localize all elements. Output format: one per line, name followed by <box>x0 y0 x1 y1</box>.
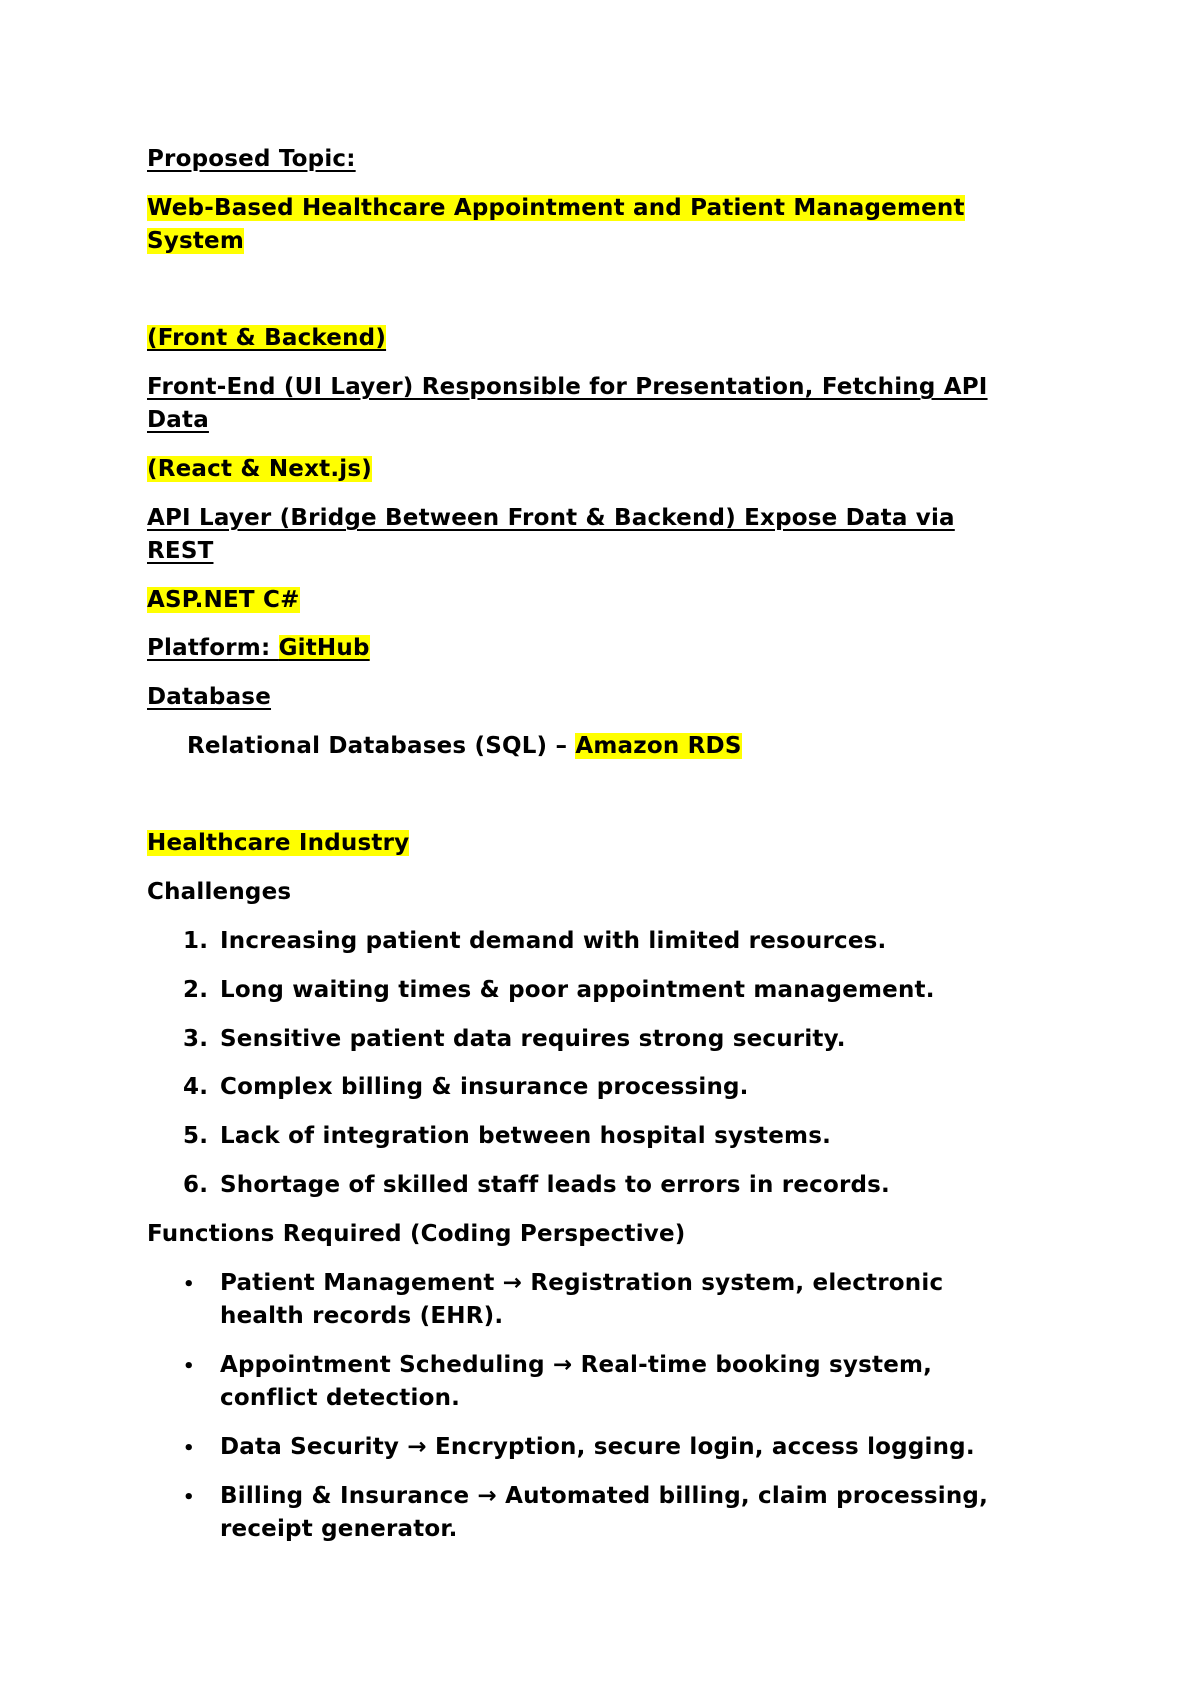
bullet-item-line-2: conflict detection. <box>220 1385 461 1411</box>
list-item-number: 2. <box>183 977 209 1003</box>
bullet-icon: • <box>183 1356 195 1377</box>
database-text: Relational Databases (SQL) – <box>187 733 576 759</box>
database-line <box>187 730 742 763</box>
topic-title-line-1 <box>147 192 965 225</box>
industry-heading <box>147 827 409 860</box>
bullet-icon: • <box>183 1274 195 1295</box>
list-item <box>0 974 1200 1007</box>
list-item-text: Sensitive patient data requires strong security. <box>220 1026 846 1052</box>
bullet-item-line-1: Patient Management → Registration system, electronic <box>220 1270 944 1296</box>
platform-line <box>147 632 370 665</box>
proposed-topic-label: Proposed Topic: <box>147 146 356 172</box>
list-item-text: Increasing patient demand with limited resources. <box>220 928 887 954</box>
platform-label: Platform: <box>147 635 279 661</box>
list-item <box>0 1120 1200 1153</box>
bullet-item-line-1: Data Security → Encryption, secure login, access logging. <box>220 1434 975 1460</box>
list-item-text: Lack of integration between hospital systems. <box>220 1123 832 1149</box>
list-item-number: 6. <box>183 1172 209 1198</box>
bullet-item-line-2: health records (EHR). <box>220 1303 504 1329</box>
api-layer-line-1: API Layer (Bridge Between Front & Backend) Expose Data via <box>147 505 955 531</box>
functions-label: Functions Required (Coding Perspective) <box>147 1221 686 1247</box>
list-item-text: Complex billing & insurance processing. <box>220 1074 749 1100</box>
front-backend-highlight: (Front & Backend) <box>147 325 387 351</box>
api-layer-line-2: REST <box>147 538 214 564</box>
bullet-icon: • <box>183 1438 195 1459</box>
bullet-item-line-2: receipt generator. <box>220 1516 458 1542</box>
list-item <box>0 1169 1200 1202</box>
react-nextjs-highlight: (React & Next.js) <box>147 456 372 482</box>
list-item-text: Long waiting times & poor appointment management. <box>220 977 935 1003</box>
bullet-item-line-1: Billing & Insurance → Automated billing, claim processing, <box>220 1483 989 1509</box>
topic-title-highlight-2: System <box>147 228 245 254</box>
front-backend-heading <box>147 322 386 355</box>
database-label: Database <box>147 684 272 710</box>
bullet-icon: • <box>183 1487 195 1508</box>
list-item-text: Shortage of skilled staff leads to errors in records. <box>220 1172 890 1198</box>
list-item <box>0 925 1200 958</box>
aspnet-highlight: ASP.NET C# <box>147 587 300 613</box>
bullet-item-continuation <box>0 1513 1200 1546</box>
list-item-number: 5. <box>183 1123 209 1149</box>
bullet-item-continuation <box>0 1382 1200 1415</box>
frontend-description-line-2: Data <box>147 407 209 433</box>
industry-highlight: Healthcare Industry <box>147 830 410 856</box>
challenges-label: Challenges <box>147 879 292 905</box>
list-item <box>0 1071 1200 1104</box>
list-item <box>0 1023 1200 1056</box>
platform-value: GitHub <box>278 635 370 661</box>
topic-title-line-2 <box>147 225 244 258</box>
bullet-item <box>0 1349 1200 1382</box>
frontend-description-line-1: Front-End (UI Layer) Responsible for Presentation, Fetching API <box>147 374 988 400</box>
database-value: Amazon RDS <box>575 733 742 759</box>
bullet-item <box>0 1480 1200 1513</box>
list-item-number: 1. <box>183 928 209 954</box>
bullet-item-continuation <box>0 1300 1200 1333</box>
list-item-number: 4. <box>183 1074 209 1100</box>
aspnet-heading <box>147 584 300 617</box>
bullet-item <box>0 1431 1200 1464</box>
react-nextjs-heading <box>147 453 372 486</box>
list-item-number: 3. <box>183 1026 209 1052</box>
bullet-item-line-1: Appointment Scheduling → Real-time booking system, <box>220 1352 933 1378</box>
bullet-item <box>0 1267 1200 1300</box>
topic-title-highlight-1: Web-Based Healthcare Appointment and Patient Management <box>147 195 965 221</box>
